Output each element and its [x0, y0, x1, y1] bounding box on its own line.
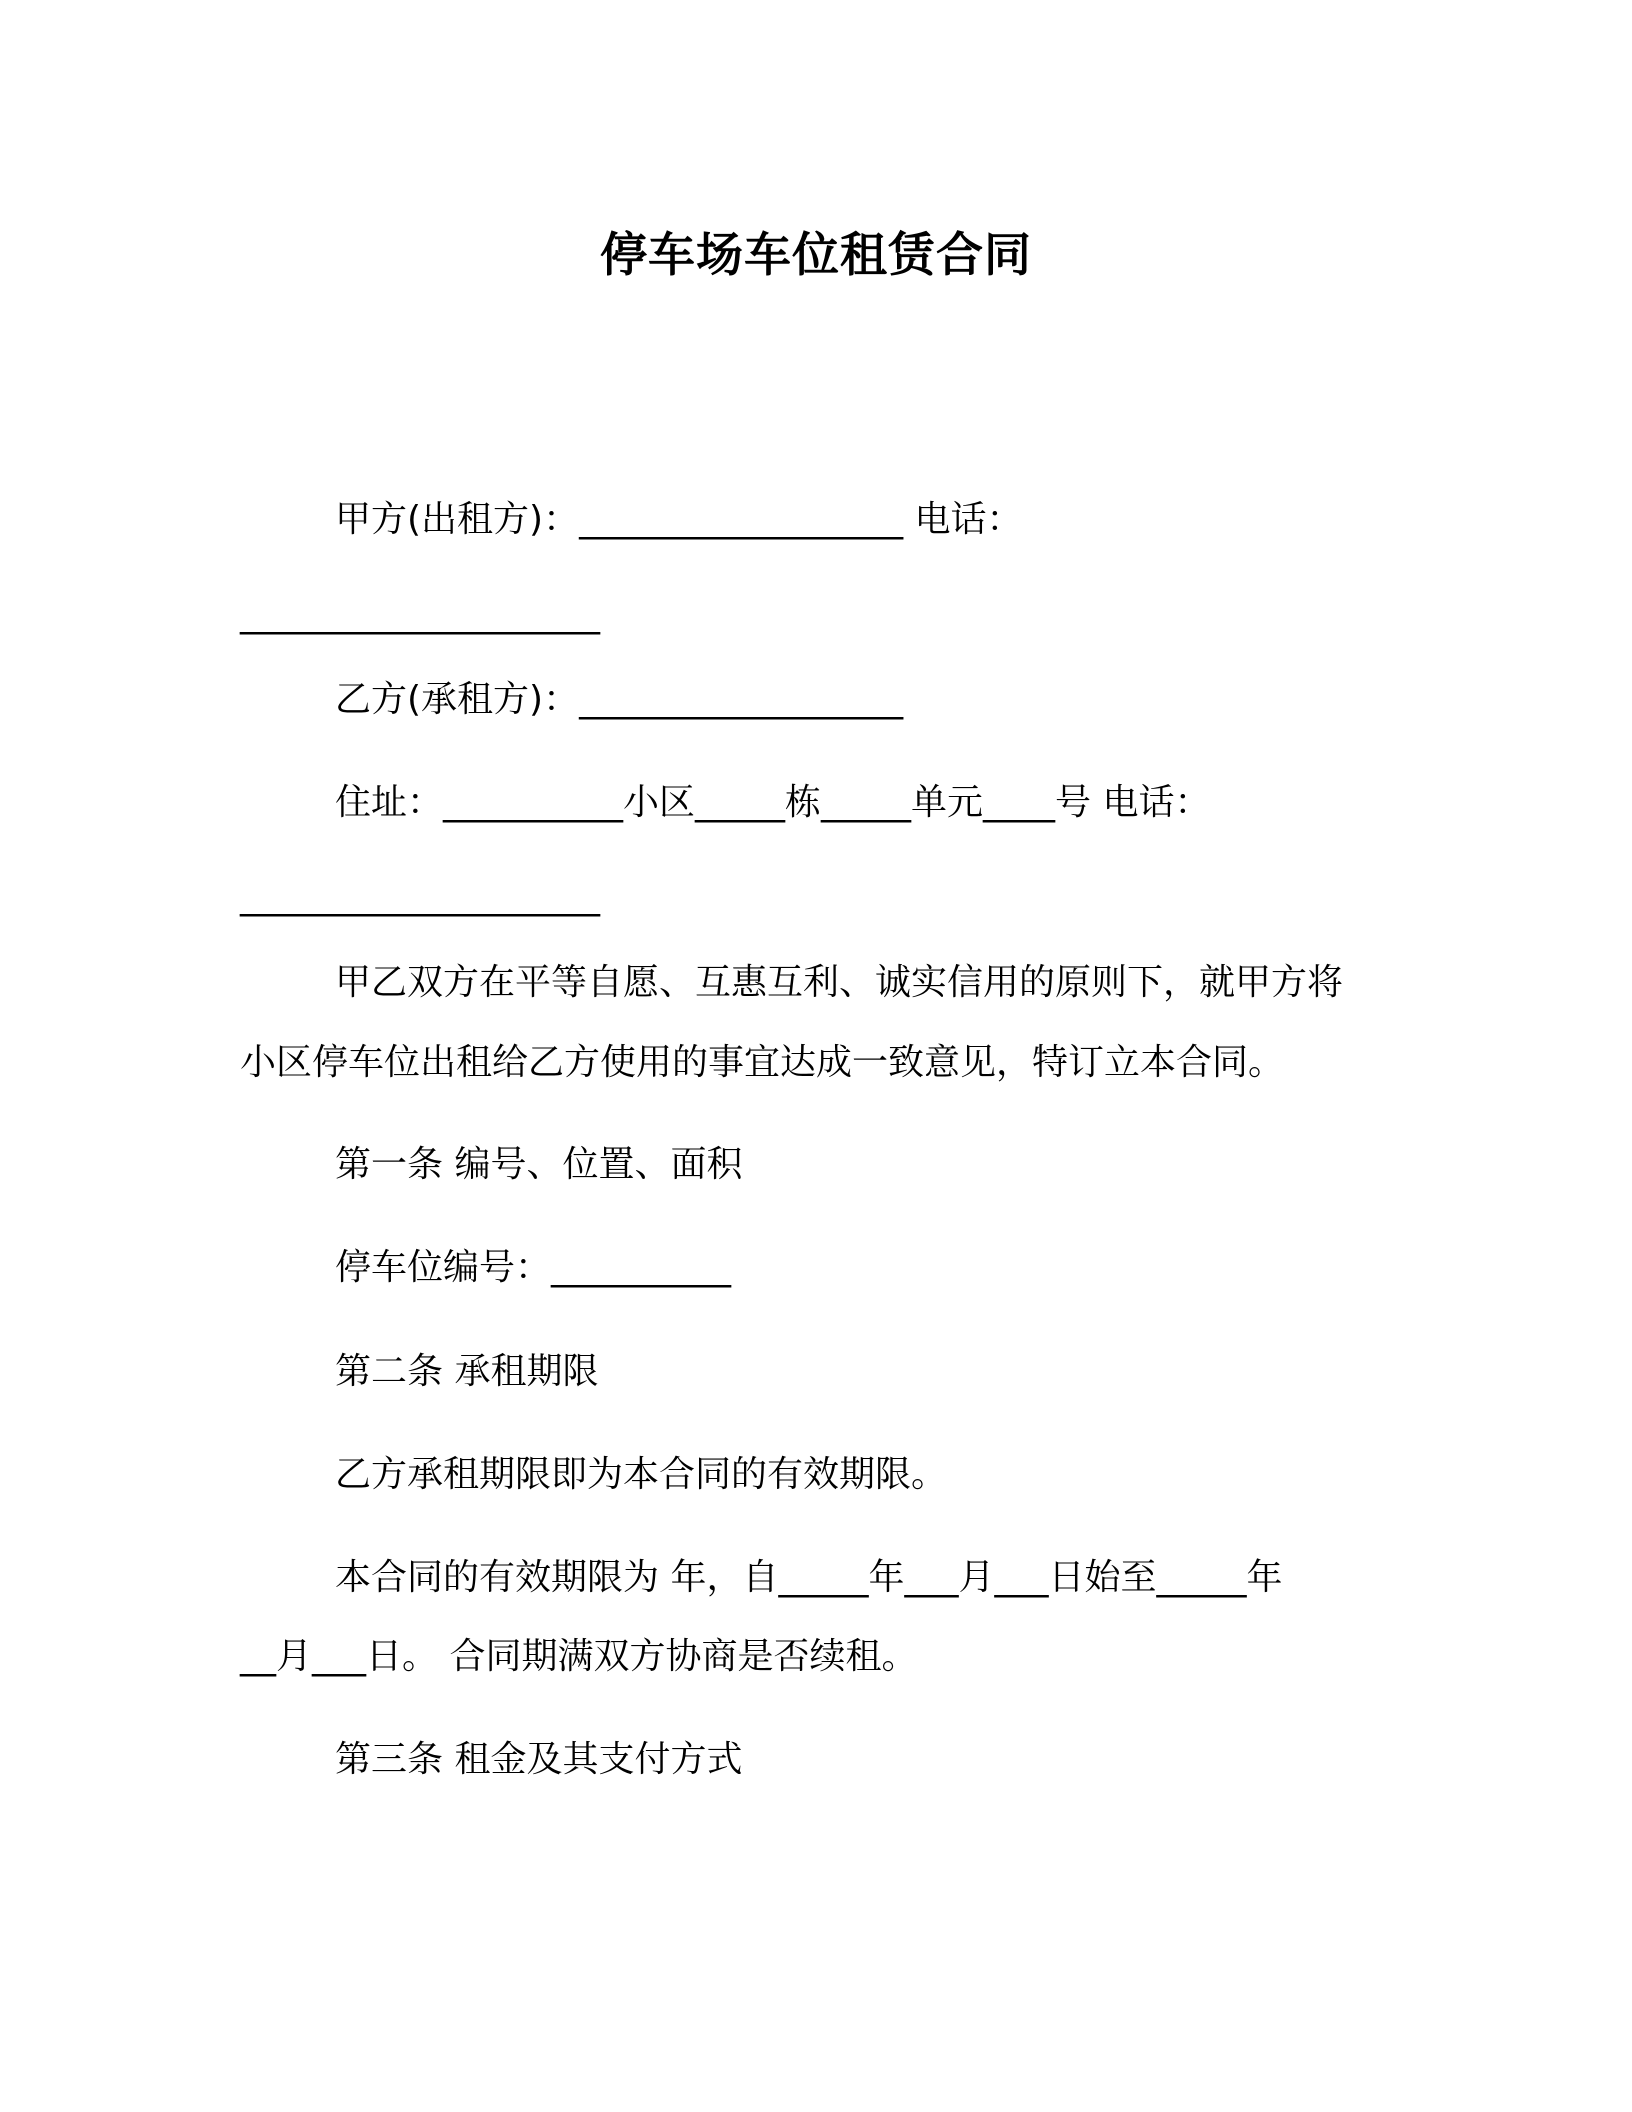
address-phone-blank: ____________________	[240, 876, 600, 917]
preamble-line-1: 甲乙双方在平等自愿、互惠互利、诚实信用的原则下，就甲方将	[335, 962, 1344, 1003]
article-1-heading: 第一条 编号、位置、面积	[335, 1144, 743, 1185]
party-a-line: 甲方(出租方)：__________________ 电话：	[335, 499, 1023, 540]
validity-line-1: 本合同的有效期限为 年，自_____年___月___日始至_____年	[335, 1557, 1283, 1598]
term-line: 乙方承租期限即为本合同的有效期限。	[335, 1454, 948, 1495]
document-title: 停车场车位租赁合同	[600, 228, 1032, 283]
article-2-heading: 第二条 承租期限	[335, 1351, 599, 1392]
party-a-phone-blank: ____________________	[240, 594, 600, 635]
parking-number-line: 停车位编号：__________	[335, 1247, 732, 1288]
preamble-line-2: 小区停车位出租给乙方使用的事宜达成一致意见，特订立本合同。	[240, 1042, 1285, 1083]
validity-line-2: __月___日。 合同期满双方协商是否续租。	[240, 1636, 918, 1677]
address-line: 住址：__________小区_____栋_____单元____号 电话：	[335, 782, 1211, 823]
article-3-heading: 第三条 租金及其支付方式	[335, 1739, 743, 1780]
party-b-line: 乙方(承租方)：__________________	[335, 679, 904, 720]
